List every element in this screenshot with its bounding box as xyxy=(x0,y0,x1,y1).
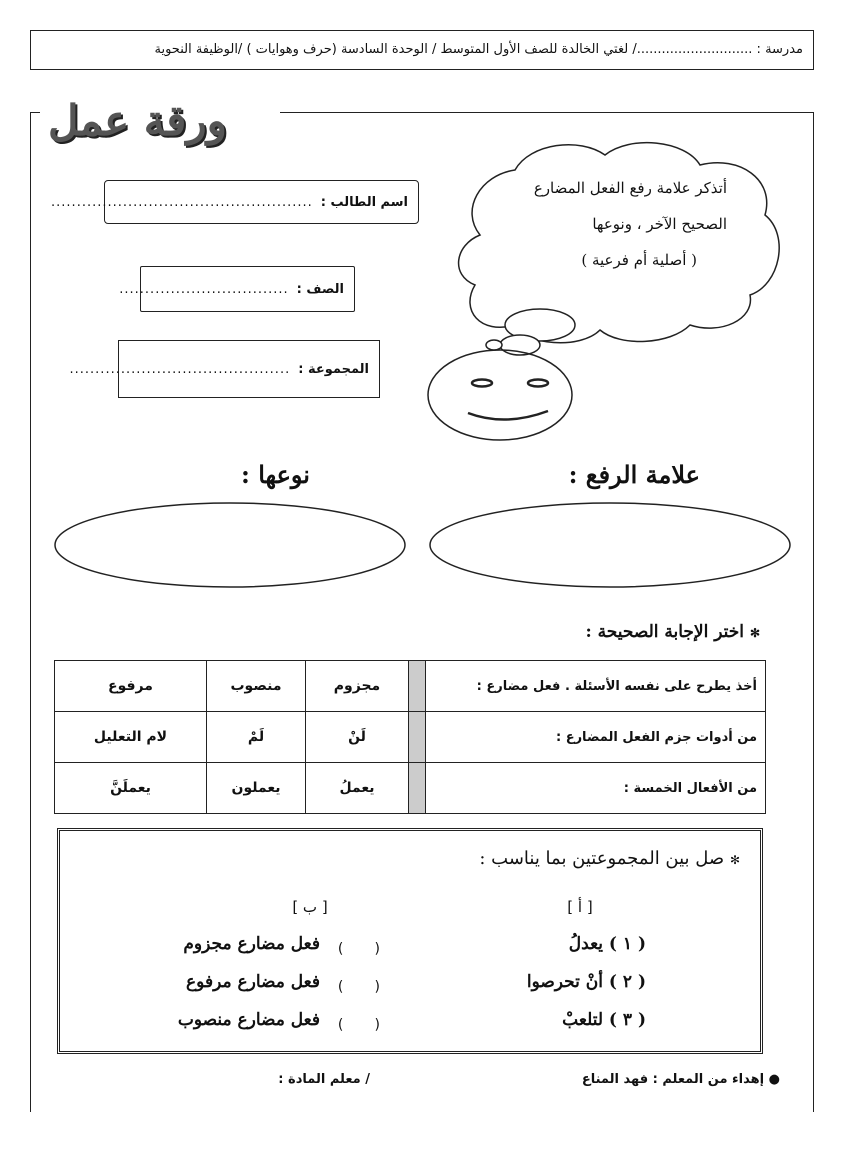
option-cell[interactable]: يعملُ xyxy=(306,763,409,814)
student-name-label: اسم الطالب : xyxy=(320,194,408,210)
table-row xyxy=(55,712,766,763)
class-box xyxy=(119,266,355,312)
class-field[interactable]: ................................. xyxy=(119,281,289,297)
option-cell[interactable]: لام التعليل xyxy=(55,712,207,763)
class-label: الصف : xyxy=(296,281,344,297)
thought-bubble-3 xyxy=(486,340,502,350)
header-text: مدرسة : ............................/ لغتي الخالدة للصف الأول المتوسط / الوحدة السادسة (حرف وهوايات ) /الوظيفة النحوية xyxy=(154,42,803,57)
column-b-header: [ ب ] xyxy=(292,898,328,916)
option-cell[interactable]: منصوب xyxy=(207,661,306,712)
choice-table xyxy=(54,660,766,814)
student-name-box xyxy=(51,180,419,224)
question-cell: أخذ يطرح على نفسه الأسئلة . فعل مضارع : xyxy=(426,661,766,712)
type-heading: نوعها : xyxy=(241,460,310,489)
option-cell[interactable]: لَنْ xyxy=(306,712,409,763)
match-item-b: فعل مضارع مرفوع xyxy=(186,972,320,992)
worksheet-title: ورقة عمل xyxy=(48,96,227,145)
match-instruction: ✻ صل بين المجموعتين بما يناسب : xyxy=(479,848,740,869)
option-cell[interactable]: لَمْ xyxy=(207,712,306,763)
answer-blank[interactable]: ( ) xyxy=(337,979,380,995)
mark-heading: علامة الرفع : xyxy=(568,460,700,489)
group-box xyxy=(69,340,380,398)
group-field[interactable]: ........................................... xyxy=(69,361,291,377)
thought-line-3: ( أصلية أم فرعية ) xyxy=(581,251,697,269)
match-item-b: فعل مضارع مجزوم xyxy=(183,934,320,954)
thought-line-2: الصحيح الآخر ، ونوعها xyxy=(592,215,727,233)
answer-blank[interactable]: ( ) xyxy=(337,941,380,957)
match-item-a: ( ١ ) يعدلُ xyxy=(568,934,646,954)
thought-line-1: أتذكر علامة رفع الفعل المضارع xyxy=(533,179,727,197)
column-a-header: [ أ ] xyxy=(567,898,593,916)
question-cell: من الأفعال الخمسة : xyxy=(426,763,766,814)
match-item-a: ( ٢ ) أنْ تحرصوا xyxy=(526,972,646,992)
option-cell[interactable]: يعملَنَّ xyxy=(55,763,207,814)
separator-cell xyxy=(409,763,426,814)
match-item-a: ( ٣ ) لتلعبْ xyxy=(562,1010,646,1030)
answer-blank[interactable]: ( ) xyxy=(337,1017,380,1033)
group-label: المجموعة : xyxy=(298,361,369,377)
option-cell[interactable]: يعملون xyxy=(207,763,306,814)
separator-cell xyxy=(409,712,426,763)
subject-teacher: / معلم المادة : xyxy=(278,1072,370,1087)
option-cell[interactable]: مرفوع xyxy=(55,661,207,712)
bullet-icon: ✻ xyxy=(729,853,740,867)
header-bar xyxy=(30,30,814,70)
match-item-b: فعل مضارع منصوب xyxy=(177,1010,320,1030)
option-cell[interactable]: مجزوم xyxy=(306,661,409,712)
type-answer-oval xyxy=(55,503,405,587)
bullet-icon: ✻ xyxy=(749,626,760,640)
teacher-credit: ● إهداء من المعلم : فهد المناع xyxy=(581,1072,780,1087)
smiley-face-icon xyxy=(428,350,572,440)
table-row xyxy=(55,763,766,814)
question-cell: من أدوات جزم الفعل المضارع : xyxy=(426,712,766,763)
choose-instruction: ✻ اختر الإجابة الصحيحة : xyxy=(585,622,760,642)
bullet-icon: ● xyxy=(768,1072,780,1087)
thought-text xyxy=(495,170,727,278)
table-row xyxy=(55,661,766,712)
answer-ovals xyxy=(50,500,800,600)
separator-cell xyxy=(409,661,426,712)
mark-answer-oval xyxy=(430,503,790,587)
student-name-field[interactable]: ................................................... xyxy=(51,194,313,210)
